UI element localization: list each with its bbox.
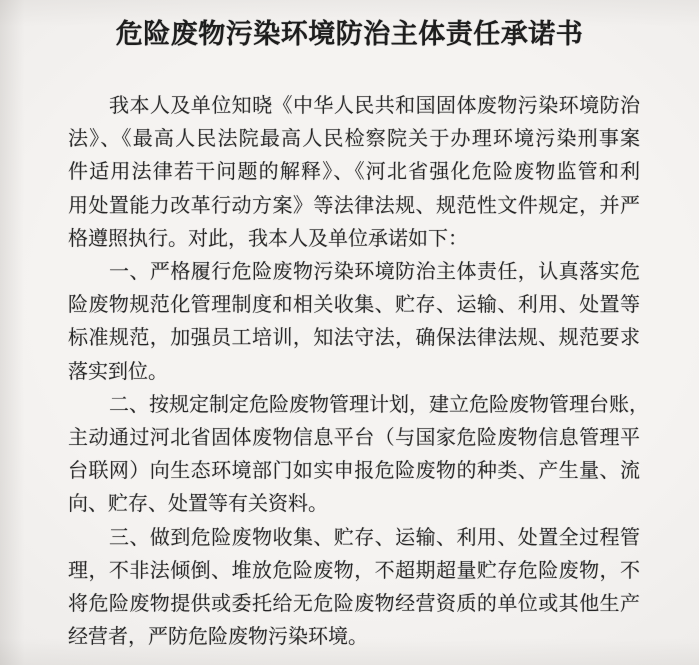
document-line: 理，不非法倾倒、堆放危险废物，不超期超量贮存危险废物，不 — [68, 559, 640, 582]
document-line: 将危险废物提供或委托给无危险废物经营资质的单位或其他生产 — [68, 593, 640, 616]
document-line: 落实到位。 — [68, 360, 168, 383]
document-body — [68, 90, 649, 654]
document-line: 台联网）向生态环境部门如实申报危险废物的种类、产生量、流 — [68, 460, 640, 483]
document-line: 三、做到危险废物收集、贮存、运输、利用、处置全过程管 — [109, 526, 640, 549]
document-line: 一、严格履行危险废物污染环境防治主体责任，认真落实危 — [109, 261, 640, 284]
document-line: 格遵照执行。对此，我本人及单位承诺如下： — [68, 227, 468, 250]
document-line: 我本人及单位知晓《中华人民共和国固体废物污染环境防治 — [109, 95, 640, 117]
document-line: 件适用法律若干问题的解释》、《河北省强化危险废物监管和利 — [68, 161, 640, 184]
document-line: 用处置能力改革行动方案》等法律法规、规范性文件规定，并严 — [68, 194, 640, 217]
document-line: 主动通过河北省固体废物信息平台（与国家危险废物信息管理平 — [68, 427, 640, 450]
document-line: 向、贮存、处置等有关资料。 — [68, 493, 328, 516]
document-line: 二、按规定制定危险废物管理计划，建立危险废物管理台账， — [109, 393, 649, 416]
document-line: 标准规范，加强员工培训，知法守法，确保法律法规、规范要求 — [68, 327, 640, 350]
document-title: 危险废物污染环境防治主体责任承诺书 — [115, 19, 584, 49]
document-line: 经营者，严防危险废物污染环境。 — [68, 626, 368, 649]
document-line: 法》、《最高人民法院最高人民检察院关于办理环境污染刑事案 — [68, 128, 640, 151]
document-line: 险废物规范化管理制度和相关收集、贮存、运输、利用、处置等 — [68, 294, 640, 317]
